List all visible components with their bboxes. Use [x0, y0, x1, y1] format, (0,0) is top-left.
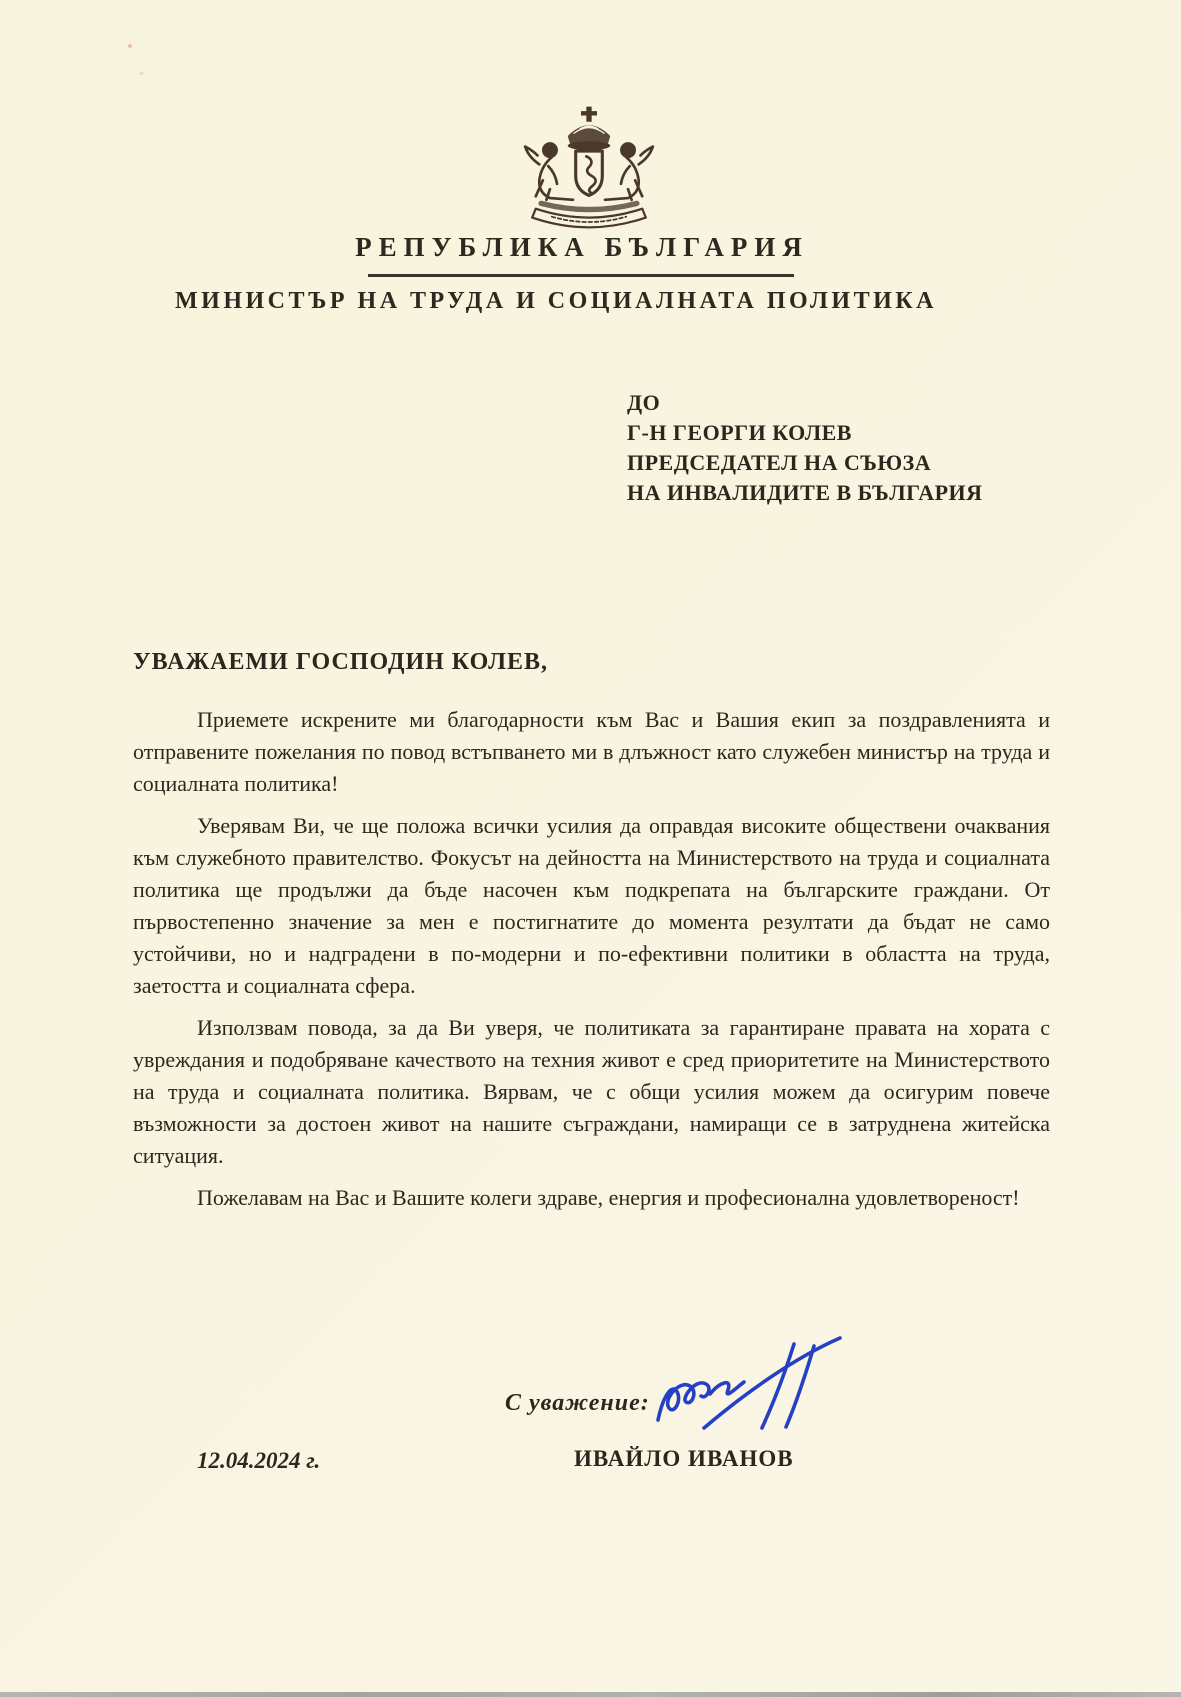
recipient-line: Г-Н ГЕОРГИ КОЛЕВ [627, 420, 852, 445]
closing-label: С уважение: [505, 1390, 650, 1416]
paragraph: Приемете искрените ми благодарности към Вас и Вашия екип за поздравленията и отправените пожелания по повод встъпването ми в длъжност като служебен министър на труда и социалната политика! [133, 707, 1050, 796]
scan-speckle [128, 44, 132, 48]
paragraph: Пожелавам на Вас и Вашите колеги здраве, енергия и професионална удовлетвореност! [197, 1185, 1020, 1210]
letter-body [133, 646, 1050, 1224]
signer-name: ИВАЙЛО ИВАНОВ [574, 1446, 794, 1471]
salutation: УВАЖАЕМИ ГОСПОДИН КОЛЕВ, [133, 649, 548, 675]
recipient-line: ДО [627, 390, 661, 415]
recipient-line: ПРЕДСЕДАТЕЛ НА СЪЮЗА [627, 450, 932, 475]
ministry-title: МИНИСТЪР НА ТРУДА И СОЦИАЛНАТА ПОЛИТИКА [175, 288, 937, 314]
recipient-block [627, 388, 983, 508]
letter-date: 12.04.2024 г. [197, 1448, 321, 1473]
scan-edge-strip [0, 1692, 1181, 1697]
paragraph: Използвам повода, за да Ви уверя, че политиката за гарантиране правата на хората с увреждания и подобряване качеството на техния живот е сред приоритетите на Министерството на труда и социалната политика. Вярвам, че с общи усилия можем да осигурим повече възможности за достоен живот на нашите съграждани, намиращи се в затруднена житейска ситуация. [133, 1015, 1050, 1168]
scan-speckle [140, 72, 143, 75]
header-divider [368, 274, 794, 277]
republic-title: РЕПУБЛИКА БЪЛГАРИЯ [355, 232, 809, 262]
recipient-line: НА ИНВАЛИДИТЕ В БЪЛГАРИЯ [627, 480, 983, 505]
coat-of-arms-icon [500, 104, 678, 230]
paragraph: Уверявам Ви, че ще положа всички усилия да оправдая високите обществени очаквания към служебното правителство. Фокусът на дейността на Министерството на труда и социалната политика ще продължи да бъде насочен към подкрепата на българските граждани. От първостепенно значение за мен е постигнатите до момента резултати да бъдат не само устойчиви, но и надградени в по-модерни и по-ефективни политики в областта на труда, заетостта и социалната сфера. [133, 813, 1050, 998]
signature-icon [642, 1330, 857, 1440]
